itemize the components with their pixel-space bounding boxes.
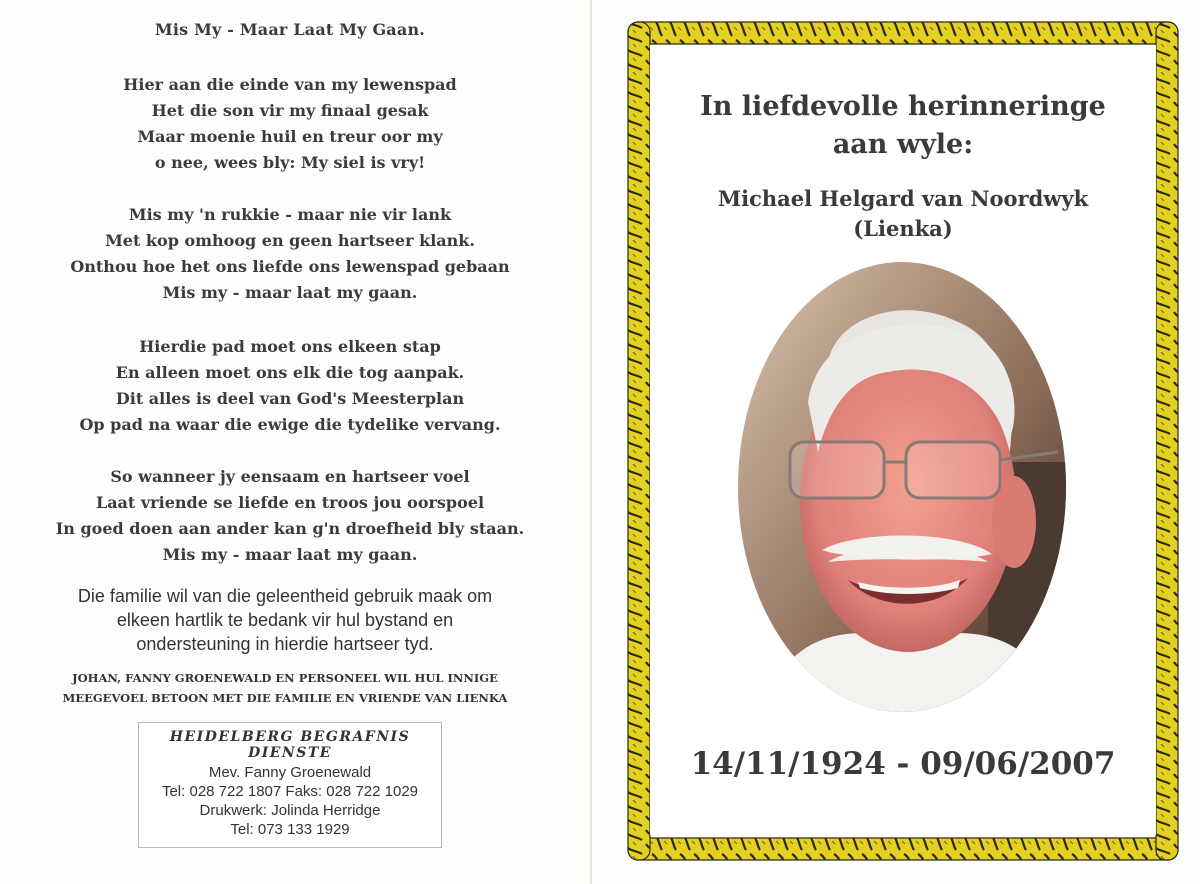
poem-stanza (20, 334, 560, 438)
contact-phone-fax: Tel: 028 722 1807 Faks: 028 722 1029 (161, 783, 419, 800)
poem-stanza (20, 464, 560, 568)
heading-line: aan wyle: (832, 129, 974, 160)
memorial-heading (650, 88, 1156, 164)
sympathy-line: JOHAN, FANNY GROENEWALD EN PERSONEEL WIL HUL INNIGE (72, 671, 498, 685)
poem-line: Mis my - maar laat my gaan. (162, 545, 418, 564)
poem-line: o nee, wees bly: My siel is vry! (154, 153, 426, 172)
poem-stanza (20, 72, 560, 176)
poem-stanza (20, 202, 560, 306)
printing-phone: Tel: 073 133 1929 (230, 821, 350, 838)
thanks-line: elkeen hartlik te bedank vir hul bystand en (116, 610, 454, 630)
poem-line: Laat vriende se liefde en troos jou oorspoel (95, 493, 485, 512)
poem-line: Met kop omhoog en geen hartseer klank. (105, 231, 475, 250)
poem-line: Maar moenie huil en treur oor my (137, 127, 443, 146)
poem-line: Mis my - maar laat my gaan. (162, 283, 418, 302)
poem-title: Mis My - Maar Laat My Gaan. (154, 20, 426, 39)
poem-line: Op pad na waar die ewige die tydelike vervang. (79, 415, 501, 434)
poem-line: Dit alles is deel van God's Meesterplan (115, 389, 465, 408)
poem-line: Hierdie pad moet ons elkeen stap (139, 337, 441, 356)
poem-line: En alleen moet ons elk die tog aanpak. (115, 363, 465, 382)
life-dates: 14/11/1924 - 09/06/2007 (690, 746, 1116, 782)
poem-line: Het die son vir my finaal gesak (151, 101, 429, 120)
full-name: Michael Helgard van Noordwyk (717, 186, 1089, 211)
family-thanks (20, 584, 550, 656)
printing-credit: Drukwerk: Jolinda Herridge (199, 802, 381, 819)
heading-line: In liefdevolle herinneringe (700, 91, 1106, 122)
poem-line: In goed doen aan ander kan g'n droefheid bly staan. (55, 519, 525, 538)
contact-name: Mev. Fanny Groenewald (208, 764, 372, 781)
poem-line: Hier aan die einde van my lewenspad (123, 75, 457, 94)
funeral-services-box (138, 722, 442, 848)
deceased-name (650, 184, 1156, 244)
thanks-line: Die familie wil van die geleentheid gebruik maak om (77, 586, 493, 606)
thanks-line: ondersteuning in hierdie hartseer tyd. (136, 634, 434, 654)
page-fold (590, 0, 592, 884)
left-page (20, 0, 560, 884)
sympathy-note (20, 668, 550, 708)
poem-line: Onthou hoe het ons liefde ons lewenspad gebaan (70, 257, 510, 276)
funeral-services-brand: HEIDELBERG BEGRAFNIS DIENSTE (169, 729, 411, 761)
poem-line: Mis my 'n rukkie - maar nie vir lank (128, 205, 452, 224)
sympathy-line: MEEGEVOEL BETOON MET DIE FAMILIE EN VRIENDE VAN LIENKA (62, 691, 508, 705)
poem-line: So wanneer jy eensaam en hartseer voel (110, 467, 470, 486)
portrait-photo (738, 262, 1066, 712)
nickname: (Lienka) (853, 216, 953, 241)
